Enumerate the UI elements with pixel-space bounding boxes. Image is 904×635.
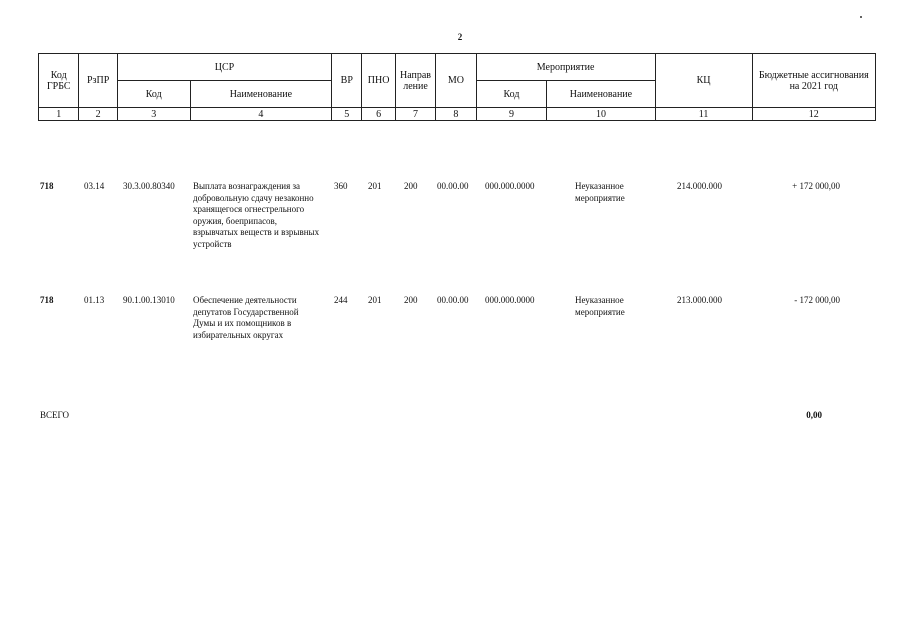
row-event-name: Неуказанное мероприятие <box>575 181 625 203</box>
col-number: 4 <box>190 108 332 121</box>
header-csr: ЦСР <box>117 54 331 81</box>
header-grbs: Код ГРБС <box>39 54 79 108</box>
row-rzpr: 01.13 <box>84 295 105 305</box>
total-label: ВСЕГО <box>40 410 69 420</box>
col-number: 10 <box>547 108 655 121</box>
header-pno: ПНО <box>362 54 395 108</box>
header-event-code: Код <box>476 81 547 108</box>
row-csr-name: Обеспечение деятельности депутатов Государственной Думы и их помощников в избирательных округах <box>193 295 299 340</box>
row-kc: 213.000.000 <box>677 295 722 305</box>
col-number: 12 <box>752 108 875 121</box>
header-mo: МО <box>436 54 476 108</box>
row-vr: 360 <box>334 181 348 191</box>
row-vr: 244 <box>334 295 348 305</box>
header-csr-code: Код <box>117 81 190 108</box>
row-amount: + 172 000,00 <box>792 181 840 191</box>
row-napr: 200 <box>404 295 418 305</box>
row-csr-code: 90.1.00.13010 <box>123 295 175 305</box>
header-napr: Направ ление <box>395 54 435 108</box>
col-number: 5 <box>332 108 362 121</box>
row-event-code: 000.000.0000 <box>485 181 535 191</box>
header-rzpr: РзПР <box>79 54 117 108</box>
row-csr-name: Выплата вознаграждения за добровольную сдачу незаконно хранящегося огнестрельного оружия, боеприпасов, взрывчатых веществ и взрывных устройств <box>193 181 320 249</box>
row-csr-code: 30.3.00.80340 <box>123 181 175 191</box>
row-napr: 200 <box>404 181 418 191</box>
col-number: 9 <box>476 108 547 121</box>
total-value: 0,00 <box>806 410 822 420</box>
col-number: 2 <box>79 108 117 121</box>
col-number: 11 <box>655 108 752 121</box>
row-pno: 201 <box>368 181 382 191</box>
col-number: 8 <box>436 108 476 121</box>
col-number: 6 <box>362 108 395 121</box>
row-mo: 00.00.00 <box>437 181 469 191</box>
row-mo: 00.00.00 <box>437 295 469 305</box>
row-grbs: 718 <box>40 295 54 305</box>
row-grbs: 718 <box>40 181 54 191</box>
header-kc: КЦ <box>655 54 752 108</box>
row-amount: - 172 000,00 <box>794 295 840 305</box>
row-kc: 214.000.000 <box>677 181 722 191</box>
col-number: 7 <box>395 108 435 121</box>
scan-speck <box>860 16 862 18</box>
row-pno: 201 <box>368 295 382 305</box>
budget-table-header <box>38 53 876 121</box>
header-event: Мероприятие <box>476 54 655 81</box>
header-csr-name: Наименование <box>190 81 332 108</box>
col-number: 3 <box>117 108 190 121</box>
row-event-code: 000.000.0000 <box>485 295 535 305</box>
header-budget: Бюджетные ассигнования на 2021 год <box>752 54 875 108</box>
row-rzpr: 03.14 <box>84 181 105 191</box>
row-event-name: Неуказанное мероприятие <box>575 295 625 317</box>
page-number: 2 <box>457 32 463 42</box>
header-vr: ВР <box>332 54 362 108</box>
header-event-name: Наименование <box>547 81 655 108</box>
col-number: 1 <box>39 108 79 121</box>
